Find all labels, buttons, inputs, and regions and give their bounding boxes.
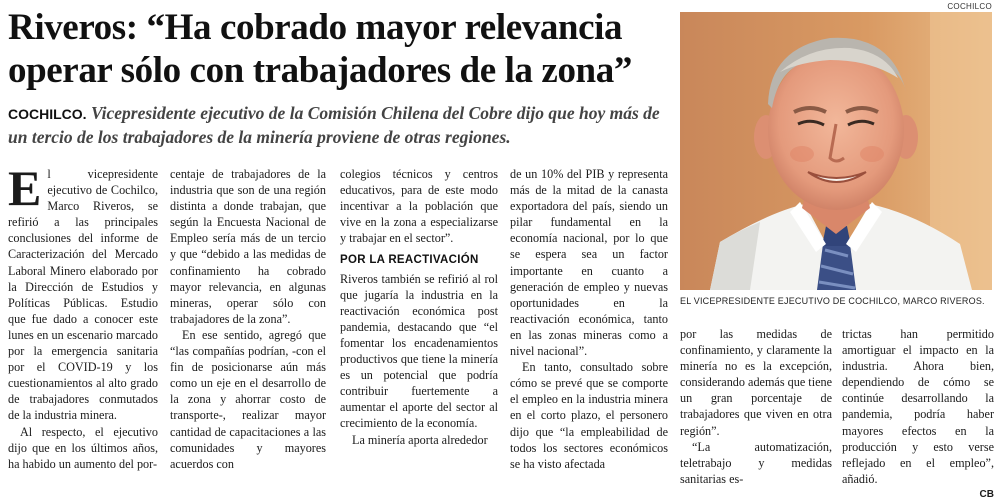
article-column-3 <box>340 166 498 448</box>
author-initials-endmark: CB <box>979 488 994 500</box>
drop-cap: E <box>8 160 42 216</box>
col2-paragraph-1: centaje de trabajadores de la industria que son de una región distinta a donde trabajan, que según la Encuesta Nacional de Empleo sería más de un tercio y que “debido a las medidas de confinamiento ha cobrado mayor relevancia, en algunas mineras, operar sólo con trabajadores de la zona”. <box>170 167 326 326</box>
photo-caption: EL VICEPRESIDENTE EJECUTIVO DE COCHILCO, MARCO RIVEROS. <box>680 296 985 306</box>
headline-line-1: Riveros: “Ha cobrado mayor relevancia <box>8 7 623 48</box>
col3-paragraph-1: colegios técnicos y centros educativos, para de este modo incentivar a la población que vive en la zona a especializarse y trabajar en el sector”. <box>340 167 498 246</box>
portrait-illustration <box>680 12 992 290</box>
headline <box>8 6 676 92</box>
col3-paragraph-2: Riveros también se refirió al rol que jugaría la industria en la reactivación económica post pandemia, destacando que “el fomentar los encadenamientos productivos que tiene la minería es un potencial que podría contribuir fuertemente a aumentar el aporte del sector al crecimiento de la economía. <box>340 271 498 431</box>
col6-paragraph-1: trictas han permitido amortiguar el impacto en la industria. Ahora bien, dependiendo de cómo se continúe desarrollando la pandemia, podría haber mayores efectos en la producción y esto verse reflejado en el empleo”, añadió. <box>842 327 994 486</box>
subhead-deck: Vicepresidente ejecutivo de la Comisión Chilena del Cobre dijo que hoy más de un tercio de los trabajadores de la minería proviene de otras regiones. <box>8 103 660 147</box>
col5-paragraph-2: “La automatización, teletrabajo y medidas sanitarias es- <box>680 439 832 486</box>
portrait-photo <box>680 12 992 290</box>
article-column-2 <box>170 166 326 472</box>
article-column-4 <box>510 166 668 472</box>
col5-paragraph-1: por las medidas de confinamiento, y claramente la minería no es la excepción, considerando además que tiene un gran porcentaje de trabajadores que viven en otra región”. <box>680 327 832 438</box>
photo-credit: COCHILCO <box>947 2 992 11</box>
subhead <box>8 102 674 149</box>
article-column-5 <box>680 326 832 487</box>
article-column-6 <box>842 326 994 503</box>
headline-line-2: operar sólo con trabajadores de la zona” <box>8 50 632 91</box>
article-column-1 <box>8 160 158 472</box>
subhead-kicker: COCHILCO. <box>8 106 87 122</box>
col2-paragraph-2: En ese sentido, agregó que “las compañías podrían, -con el fin de posicionarse aún más como un eje en el desarrollo de la zona y ahorrar costo de transporte-, realizar mayor cantidad de capacitaciones a las comunidades y mayores acuerdos con <box>170 327 326 471</box>
col3-paragraph-3: La minería aporta alrededor <box>352 432 488 447</box>
section-heading-reactivation: POR LA REACTIVACIÓN <box>340 254 479 267</box>
col1-paragraph-2: Al respecto, el ejecutivo dijo que en los últimos años, ha habido un aumento del por- <box>8 424 158 471</box>
col1-paragraph-1: l vicepresidente ejecutivo de Cochilco, Marco Riveros, se refirió a las principales conclusiones del informe de Caracterización del Mercado Laboral Minero elaborado por la Dirección de Estudios y Políticas Públicas. Estudio que fue dado a conocer este lunes en un escenario marcado por la emergencia sanitaria por el COVID-19 y los cuestionamientos al alto grado de trabajadores conmutados de la industria minera. <box>8 167 158 423</box>
col4-paragraph-2: En tanto, consultado sobre cómo se prevé que se comporte el empleo en la industria minera en el corto plazo, el personero dijo que “la empleabilidad de todos los sectores económicos se ha visto afectada <box>510 360 668 471</box>
col4-paragraph-1: de un 10% del PIB y representa más de la mitad de la canasta exportadora del país, siendo un pilar fundamental en la economía nacional, por lo que se espera sea un factor importante en cuanto a generación de empleo y nuevas oportunidades en la reactivación económica, tanto en las zonas mineras como a nivel nacional”. <box>510 167 668 359</box>
